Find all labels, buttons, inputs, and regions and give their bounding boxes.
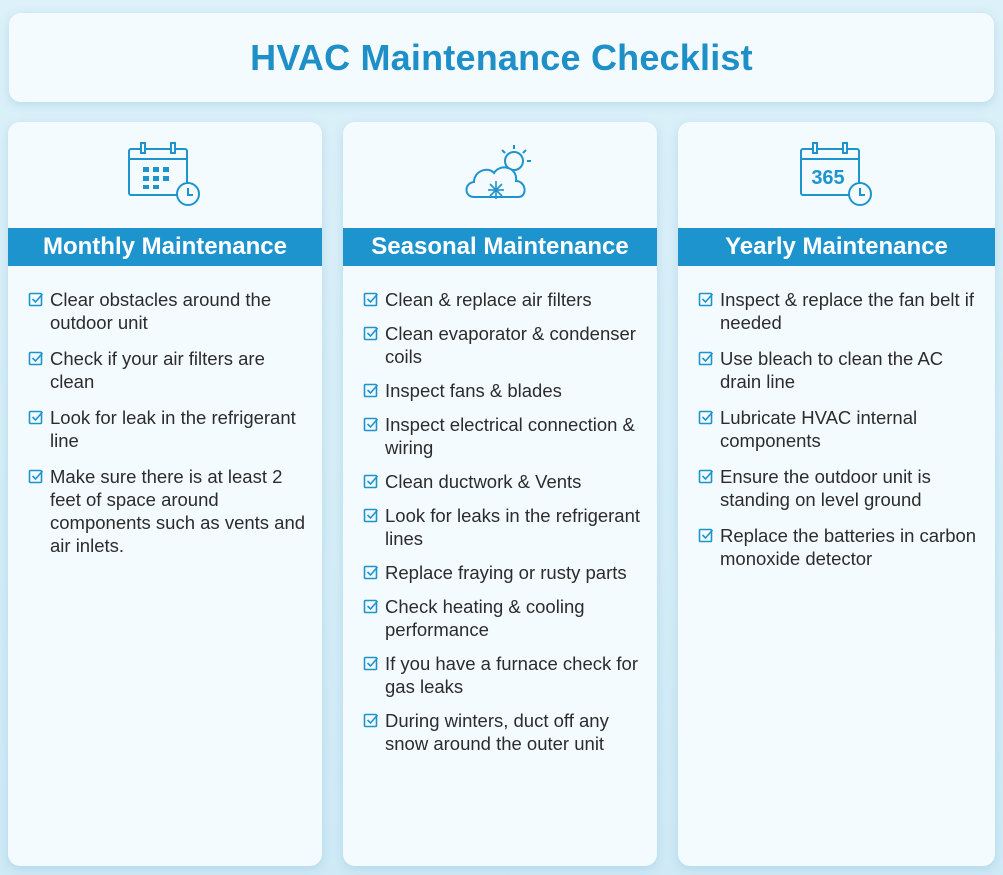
list-item: Check if your air filters are clean: [28, 347, 308, 393]
checkbox-checked-icon: [363, 291, 379, 307]
list-item: If you have a furnace check for gas leaks: [363, 652, 643, 698]
checkbox-checked-icon: [363, 382, 379, 398]
checkbox-checked-icon: [698, 291, 714, 307]
list-item: Lubricate HVAC internal components: [698, 406, 981, 452]
seasonal-column: [343, 122, 657, 866]
monthly-checklist: [8, 266, 322, 557]
checkbox-checked-icon: [363, 598, 379, 614]
checkbox-checked-icon: [698, 468, 714, 484]
yearly-column: [678, 122, 995, 866]
seasonal-checklist: [343, 266, 657, 755]
calendar-clock-icon: [8, 122, 322, 228]
list-item: Inspect electrical connection & wiring: [363, 413, 643, 459]
checkbox-checked-icon: [363, 473, 379, 489]
monthly-column: [8, 122, 322, 866]
checkbox-checked-icon: [363, 564, 379, 580]
checkbox-checked-icon: [363, 507, 379, 523]
list-item: Replace fraying or rusty parts: [363, 561, 643, 584]
checkbox-checked-icon: [363, 655, 379, 671]
checkbox-checked-icon: [28, 350, 44, 366]
list-item: Inspect fans & blades: [363, 379, 643, 402]
yearly-heading: Yearly Maintenance: [678, 228, 995, 266]
checkbox-checked-icon: [363, 325, 379, 341]
list-item: Look for leak in the refrigerant line: [28, 406, 308, 452]
yearly-checklist: [678, 266, 995, 570]
list-item: Clean & replace air filters: [363, 288, 643, 311]
checkbox-checked-icon: [363, 712, 379, 728]
checkbox-checked-icon: [698, 409, 714, 425]
page-title: HVAC Maintenance Checklist: [250, 36, 753, 78]
list-item: Check heating & cooling performance: [363, 595, 643, 641]
list-item: Clean ductwork & Vents: [363, 470, 643, 493]
checkbox-checked-icon: [28, 291, 44, 307]
list-item: Inspect & replace the fan belt if needed: [698, 288, 981, 334]
checkbox-checked-icon: [28, 409, 44, 425]
title-card: [9, 13, 994, 102]
calendar-365-text: 365: [810, 167, 845, 189]
list-item: Make sure there is at least 2 feet of space around components such as vents and air inlets.: [28, 465, 308, 557]
checkbox-checked-icon: [698, 527, 714, 543]
list-item: Use bleach to clean the AC drain line: [698, 347, 981, 393]
list-item: During winters, duct off any snow around the outer unit: [363, 709, 643, 755]
list-item: Clear obstacles around the outdoor unit: [28, 288, 308, 334]
list-item: Look for leaks in the refrigerant lines: [363, 504, 643, 550]
list-item: Replace the batteries in carbon monoxide detector: [698, 524, 981, 570]
checkbox-checked-icon: [28, 468, 44, 484]
list-item: Clean evaporator & condenser coils: [363, 322, 643, 368]
weather-cloud-snow-sun-icon: [343, 122, 657, 228]
monthly-heading: Monthly Maintenance: [8, 228, 322, 266]
seasonal-heading: Seasonal Maintenance: [343, 228, 657, 266]
checkbox-checked-icon: [363, 416, 379, 432]
calendar-365-icon: [678, 122, 995, 228]
checkbox-checked-icon: [698, 350, 714, 366]
list-item: Ensure the outdoor unit is standing on level ground: [698, 465, 981, 511]
